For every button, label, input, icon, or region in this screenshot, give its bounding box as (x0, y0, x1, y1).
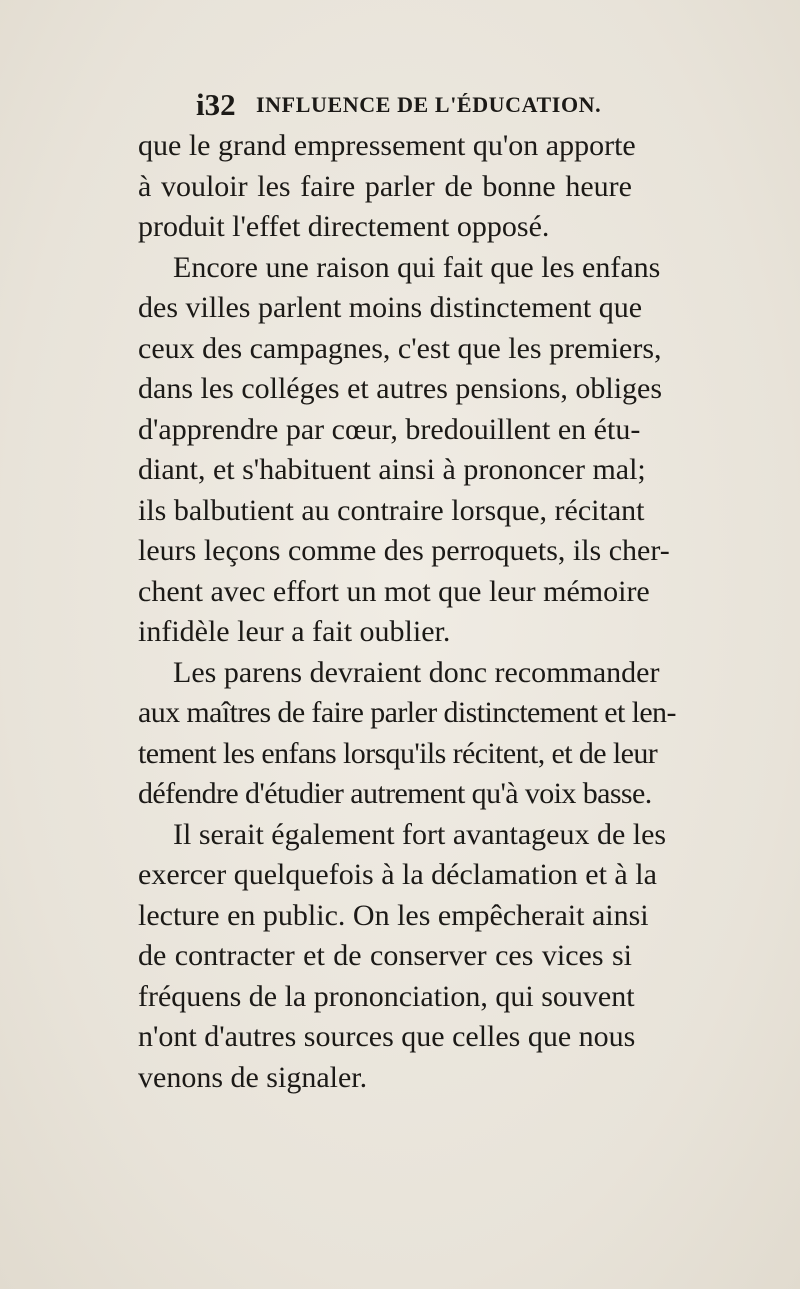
running-title: INFLUENCE DE L'ÉDUCATION. (256, 92, 602, 117)
text-line: exercer quelquefois à la déclamation et à la (138, 858, 657, 891)
text-line: produit l'effet directement opposé. (138, 210, 550, 243)
text-line: Les parens devraient donc recommander (173, 655, 660, 689)
text-line: tement les enfans lorsqu'ils récitent, et de leur (138, 736, 658, 770)
text-line: aux maîtres de faire parler distinctement et len- (138, 696, 676, 729)
page-number: i32 (196, 87, 236, 122)
text-line: n'ont d'autres sources que celles que nous (138, 1020, 636, 1053)
text-line: Il serait également fort avantageux de les (173, 817, 667, 851)
body-text (138, 126, 676, 1098)
text-line: des villes parlent moins distinctement que (138, 291, 643, 324)
text-line: infidèle leur a fait oublier. (138, 615, 451, 648)
text-line: lecture en public. On les empêcherait ainsi (138, 898, 649, 932)
text-line: ceux des campagnes, c'est que les premiers, (138, 331, 662, 365)
text-line: chent avec effort un mot que leur mémoire (138, 574, 650, 608)
text-line: dans les colléges et autres pensions, obliges (138, 372, 663, 405)
text-line: diant, et s'habituent ainsi à prononcer mal; (138, 453, 646, 486)
text-line: fréquens de la prononciation, qui souvent (138, 979, 635, 1013)
text-line: leurs leçons comme des perroquets, ils cher- (138, 534, 670, 567)
text-line: Encore une raison qui fait que les enfans (173, 250, 661, 284)
text-line: venons de signaler. (138, 1060, 368, 1094)
text-line: que le grand empressement qu'on apporte (138, 129, 636, 162)
text-line: défendre d'étudier autrement qu'à voix basse. (138, 777, 652, 810)
text-line: à vouloir les faire parler de bonne heure (138, 169, 632, 203)
page-header (196, 88, 636, 122)
text-line: de contracter et de conserver ces vices si (138, 939, 632, 972)
text-line: ils balbutient au contraire lorsque, récitant (138, 493, 645, 527)
text-line: d'apprendre par cœur, bredouillent en étu- (138, 412, 641, 446)
